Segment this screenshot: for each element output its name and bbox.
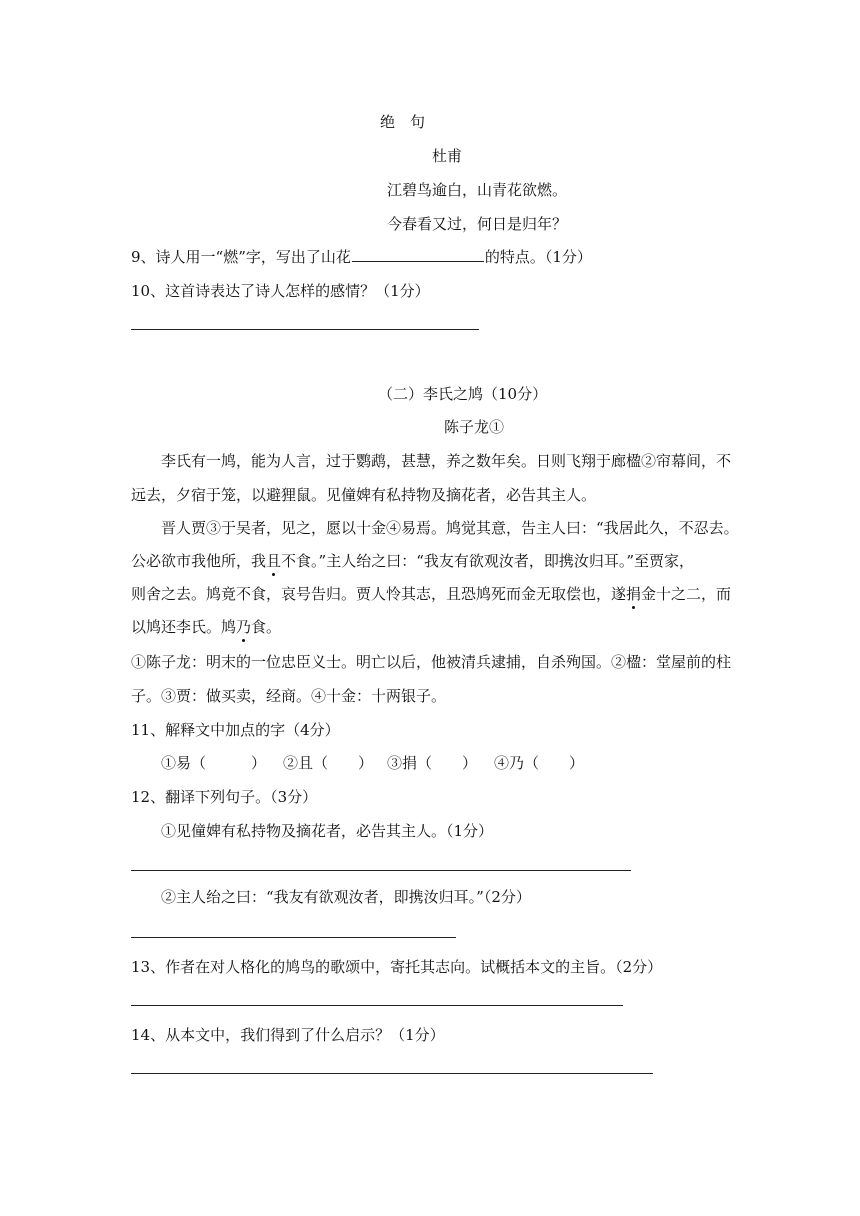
answer-line-q12-2[interactable] — [131, 937, 456, 938]
passage-p2-line-3 — [131, 584, 731, 604]
answer-line-q10[interactable] — [131, 329, 479, 330]
passage-p1-line-2: 远去，夕宿于笼，以避狸鼠。见僮婢有私持物及摘花者，必告其主人。 — [131, 486, 597, 504]
answer-line-q12-1[interactable] — [131, 870, 631, 871]
notes-line-1: ①陈子龙：明末的一位忠臣义士。明亡以后，他被清兵逮捕，自杀殉国。②楹：堂屋前的柱 — [131, 653, 732, 671]
q11-item-3: ③捐（ ） — [387, 754, 478, 772]
q12-sentence-1: ①见僮婢有私持物及摘花者，必告其主人。（1分） — [161, 822, 494, 840]
question-13: 13、作者在对人格化的鸠鸟的歌颂中，寄托其志向。试概括本文的主旨。（2分） — [131, 958, 663, 976]
passage-text: 公必欲市我他所，我 — [131, 552, 267, 570]
question-12: 12、翻译下列句子。（3分） — [131, 788, 318, 806]
question-9-text-after: 的特点。（1分） — [484, 248, 592, 266]
q11-item-4: ④乃（ ） — [494, 754, 585, 772]
passage-text: 金十之二，而 — [641, 585, 732, 603]
answer-line-q13[interactable] — [131, 1005, 623, 1006]
passage-text: 以鸠还李氏。鸠 — [131, 618, 237, 636]
q11-item-1: ①易（ ） — [161, 754, 267, 772]
question-9-text-before: 9、诗人用一“燃”字，写出了山花 — [131, 248, 351, 266]
question-9-blank[interactable] — [352, 247, 484, 262]
poem-author: 杜甫 — [432, 147, 463, 165]
question-11: 11、解释文中加点的字（4分） — [131, 721, 340, 739]
question-9 — [131, 247, 592, 267]
dotted-char-juan: 捐 — [626, 585, 642, 603]
poem-title: 绝 句 — [380, 113, 426, 131]
passage-text: 不食。”主人绐之曰：“我友有欲观汝者，即携汝归耳。”至贾家， — [281, 552, 695, 570]
q12-sentence-2: ②主人绐之曰：“我友有欲观汝者，即携汝归耳。”（2分） — [161, 888, 531, 906]
question-10: 10、这首诗表达了诗人怎样的感情？（1分） — [131, 282, 430, 300]
passage-p1-line-1: 李氏有一鸠，能为人言，过于鹦鹉，甚慧，养之数年矣。日则飞翔于廊楹②帘幕间，不 — [161, 452, 732, 470]
answer-line-q14[interactable] — [131, 1073, 653, 1074]
dotted-char-qie: 且 — [266, 552, 282, 570]
passage-p2-line-4 — [131, 617, 281, 637]
question-14: 14、从本文中，我们得到了什么启示？（1分） — [131, 1026, 445, 1044]
section-author: 陈子龙① — [444, 418, 505, 436]
section-title: （二）李氏之鸠（10分） — [378, 385, 548, 403]
dotted-char-nai: 乃 — [236, 618, 252, 636]
passage-text: 食。 — [251, 618, 282, 636]
passage-p2-line-1 — [161, 518, 739, 538]
passage-p2-line-1-text: 晋人贾③于吴者，见之，愿以十金④易焉。鸠觉其意，告主人曰：“我居此久，不忍去。 — [161, 519, 739, 537]
passage-p2-line-2 — [131, 551, 694, 571]
notes-line-2: 子。③贾：做买卖，经商。④十金：十两银子。 — [131, 687, 447, 705]
poem-line-1: 江碧鸟逾白，山青花欲燃。 — [387, 181, 568, 199]
q11-item-2: ②且（ ） — [283, 754, 374, 772]
passage-text: 则舍之去。鸠竟不食，哀号告归。贾人怜其志，且恐鸠死而金无取偿也，遂 — [131, 585, 627, 603]
poem-line-2: 今春看又过，何日是归年？ — [387, 215, 568, 233]
